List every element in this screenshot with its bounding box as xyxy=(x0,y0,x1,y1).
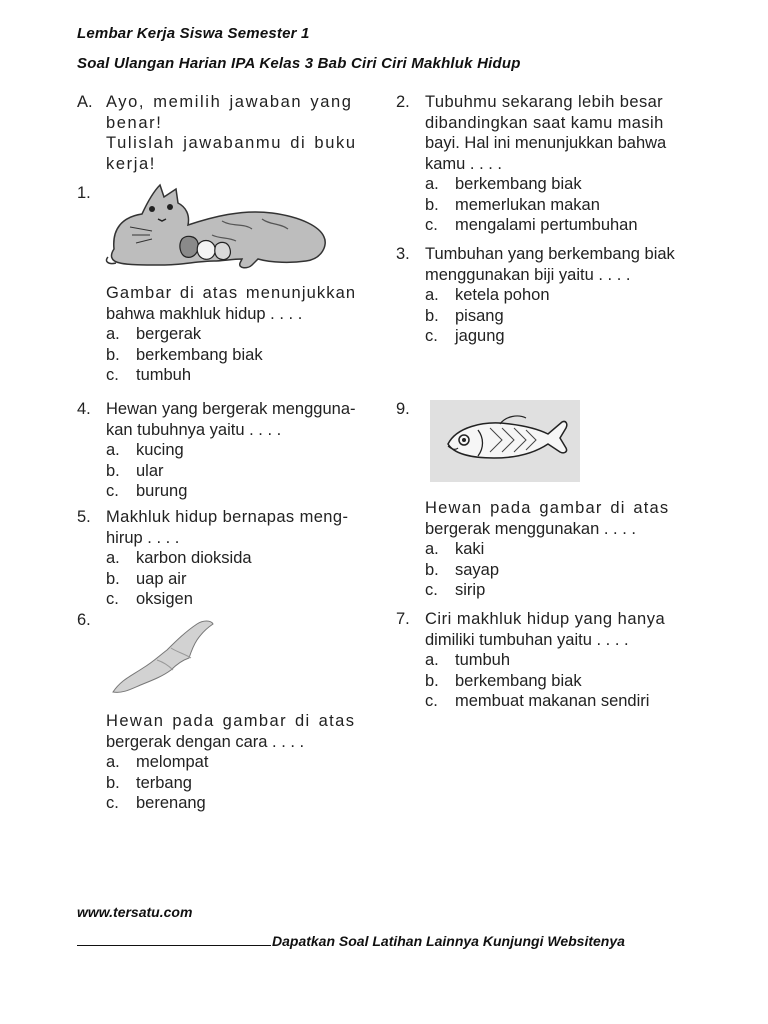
option-letter: b. xyxy=(425,306,439,325)
answer-option[interactable] xyxy=(106,589,373,610)
option-text: berenang xyxy=(136,794,206,812)
option-letter: b. xyxy=(425,560,439,579)
answer-option[interactable] xyxy=(425,539,694,560)
option-letter: a. xyxy=(106,325,120,343)
question-text: menggunakan biji yaitu . . . . xyxy=(425,265,631,284)
answer-option[interactable] xyxy=(106,548,373,569)
question-text: Hewan yang bergerak mengguna- xyxy=(106,400,356,418)
question-5 xyxy=(77,507,373,610)
option-text: kaki xyxy=(455,540,485,558)
question-text: Hewan pada gambar di atas xyxy=(425,499,670,517)
question-4 xyxy=(77,399,373,502)
option-letter: c. xyxy=(425,581,438,599)
question-text: kan tubuhnya yaitu . . . . xyxy=(106,420,282,439)
answer-option[interactable] xyxy=(106,345,373,366)
option-letter: a. xyxy=(425,651,439,669)
option-letter: c. xyxy=(106,366,119,384)
question-text: Makhluk hidup bernapas meng- xyxy=(106,508,349,526)
question-number: 6. xyxy=(77,611,91,629)
option-text: berkembang biak xyxy=(136,345,263,364)
question-6-body xyxy=(77,711,373,814)
answer-option[interactable] xyxy=(106,365,373,386)
question-7 xyxy=(396,609,694,712)
question-text: Tumbuhan yang berkembang biak xyxy=(425,245,675,263)
question-text: Ciri makhluk hidup yang hanya xyxy=(425,610,666,628)
option-letter: b. xyxy=(106,773,120,792)
footer-tagline-row xyxy=(77,932,625,949)
question-number: 5. xyxy=(77,508,91,526)
option-text: memerlukan makan xyxy=(455,195,600,214)
option-text: berkembang biak xyxy=(455,671,582,690)
question-1-body xyxy=(77,283,373,386)
question-text: Hewan pada gambar di atas xyxy=(106,712,356,730)
instruction-line: Ayo, memilih jawaban yang xyxy=(106,93,353,111)
option-text: tumbuh xyxy=(136,366,192,384)
answer-option[interactable] xyxy=(106,773,373,794)
footer-tagline: Dapatkan Soal Latihan Lainnya Kunjungi Websitenya xyxy=(272,933,625,949)
option-text: burung xyxy=(136,482,188,500)
worksheet-subtitle: Soal Ulangan Harian IPA Kelas 3 Bab Ciri Ciri Makhluk Hidup xyxy=(77,55,521,72)
option-letter: b. xyxy=(425,671,439,690)
option-text: membuat makanan sendiri xyxy=(455,692,650,710)
option-text: sirip xyxy=(455,581,486,599)
footer-rule xyxy=(77,932,271,946)
question-text: Tubuhmu sekarang lebih besar xyxy=(425,93,664,111)
question-text: hirup . . . . xyxy=(106,528,180,547)
option-letter: b. xyxy=(425,195,439,214)
question-2 xyxy=(396,92,694,236)
question-text: bahwa makhluk hidup . . . . xyxy=(106,304,303,323)
option-text: kucing xyxy=(136,441,184,459)
instruction-line: Tulislah jawabanmu di buku xyxy=(106,134,357,152)
answer-option[interactable] xyxy=(106,569,373,590)
answer-option[interactable] xyxy=(425,691,694,712)
option-text: jagung xyxy=(455,327,505,345)
option-text: terbang xyxy=(136,773,192,792)
option-letter: c. xyxy=(425,216,438,234)
option-letter: a. xyxy=(106,441,120,459)
question-3 xyxy=(396,244,694,347)
option-text: uap air xyxy=(136,569,187,588)
answer-option[interactable] xyxy=(425,580,694,601)
answer-option[interactable] xyxy=(425,326,694,347)
answer-option[interactable] xyxy=(106,793,373,814)
answer-option[interactable] xyxy=(106,461,373,482)
question-text: bergerak dengan cara . . . . xyxy=(106,732,305,751)
answer-option[interactable] xyxy=(425,215,694,236)
answer-option[interactable] xyxy=(425,285,694,306)
option-letter: b. xyxy=(106,345,120,364)
answer-option[interactable] xyxy=(425,560,694,581)
question-text: kamu . . . . xyxy=(425,154,503,173)
fish-illustration xyxy=(430,400,580,482)
option-text: bergerak xyxy=(136,325,202,343)
question-number: 9. xyxy=(396,400,410,418)
option-text: karbon dioksida xyxy=(136,549,252,567)
question-text: bayi. Hal ini menunjukkan bahwa xyxy=(425,134,667,152)
option-text: ketela pohon xyxy=(455,286,550,304)
section-instructions xyxy=(77,92,373,174)
option-letter: a. xyxy=(106,549,120,567)
option-text: mengalami pertumbuhan xyxy=(455,216,638,234)
answer-option[interactable] xyxy=(425,650,694,671)
option-letter: c. xyxy=(425,327,438,345)
question-text: bergerak menggunakan . . . . xyxy=(425,519,636,538)
question-text: Gambar di atas menunjukkan xyxy=(106,284,357,302)
option-letter: b. xyxy=(106,569,120,588)
section-label: A. xyxy=(77,93,93,111)
option-letter: a. xyxy=(425,286,439,304)
question-text: dimiliki tumbuhan yaitu . . . . xyxy=(425,630,629,649)
option-letter: c. xyxy=(106,794,119,812)
worksheet-title: Lembar Kerja Siswa Semester 1 xyxy=(77,25,310,42)
option-letter: a. xyxy=(106,753,120,771)
answer-option[interactable] xyxy=(106,481,373,502)
answer-option[interactable] xyxy=(425,671,694,692)
question-text: dibandingkan saat kamu masih xyxy=(425,113,664,132)
question-number: 3. xyxy=(396,245,410,263)
question-number: 7. xyxy=(396,610,410,628)
website-url[interactable]: www.tersatu.com xyxy=(77,904,193,920)
option-letter: b. xyxy=(106,461,120,480)
option-text: sayap xyxy=(455,560,500,579)
option-letter: c. xyxy=(106,482,119,500)
option-text: melompat xyxy=(136,753,209,771)
answer-option[interactable] xyxy=(106,752,373,773)
answer-option[interactable] xyxy=(106,324,373,345)
answer-option[interactable] xyxy=(425,174,694,195)
question-9-body xyxy=(396,498,694,601)
option-text: oksigen xyxy=(136,590,193,608)
answer-option[interactable] xyxy=(425,306,694,327)
instruction-line: kerja! xyxy=(106,154,156,173)
cat-nursing-kittens-illustration xyxy=(102,179,328,275)
option-text: tumbuh xyxy=(455,651,511,669)
option-text: ular xyxy=(136,461,164,480)
question-number: 1. xyxy=(77,184,91,202)
answer-option[interactable] xyxy=(425,195,694,216)
question-number: 2. xyxy=(396,93,410,111)
question-number: 4. xyxy=(77,400,91,418)
option-text: pisang xyxy=(455,306,504,325)
instruction-line: benar! xyxy=(106,113,163,132)
option-letter: c. xyxy=(425,692,438,710)
option-letter: c. xyxy=(106,590,119,608)
option-text: berkembang biak xyxy=(455,175,582,193)
answer-option[interactable] xyxy=(106,440,373,461)
option-letter: a. xyxy=(425,540,439,558)
flying-squirrel-illustration xyxy=(107,618,217,700)
option-letter: a. xyxy=(425,175,439,193)
